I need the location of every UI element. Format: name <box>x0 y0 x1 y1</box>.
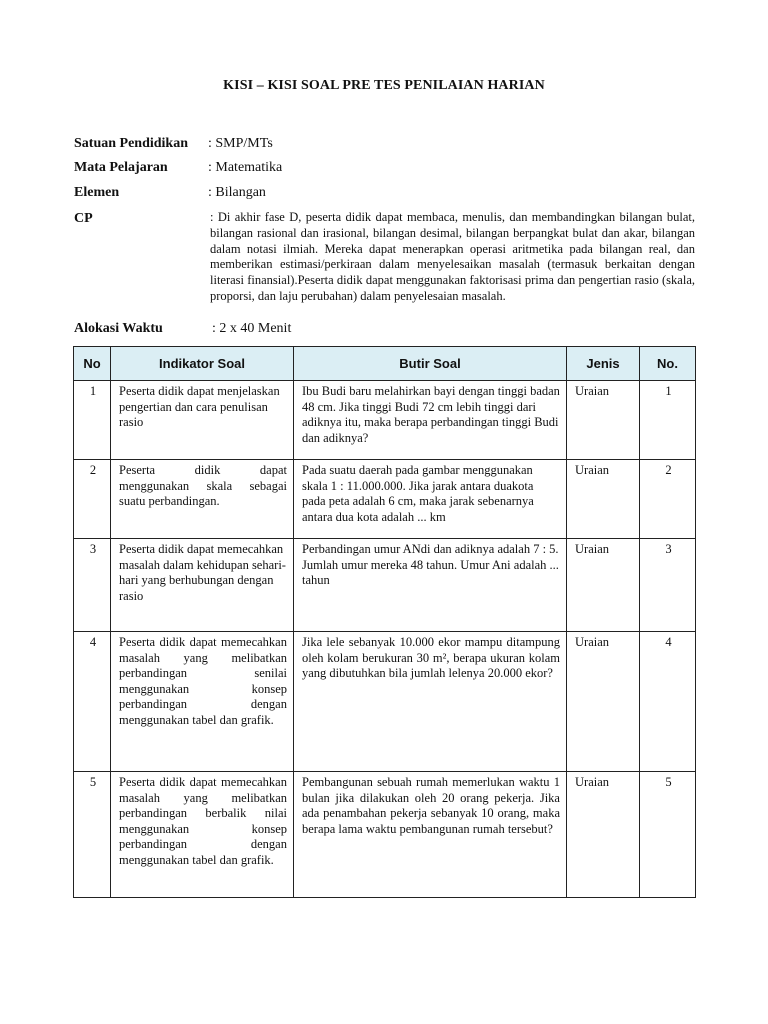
row-nomor: 4 <box>640 632 696 772</box>
alokasi-label: Alokasi Waktu <box>74 321 163 336</box>
row-nomor: 1 <box>640 381 696 460</box>
header-no: No <box>74 347 111 381</box>
row-butir: Perbandingan umur ANdi dan adiknya adalah 7 : 5. Jumlah umur mereka 48 tahun. Umur Ani adalah ... tahun <box>294 539 567 632</box>
satuan-label: Satuan Pendidikan <box>74 136 188 151</box>
row-jenis: Uraian <box>567 539 640 632</box>
table-row <box>74 381 696 460</box>
row-indikator: Peserta didik dapat memecahkan masalah dalam kehidupan sehari-hari yang berhubungan dengan rasio <box>111 539 294 632</box>
row-jenis: Uraian <box>567 381 640 460</box>
row-jenis: Uraian <box>567 632 640 772</box>
row-indikator: Peserta didik dapat memecahkan masalah yang melibatkan perbandingan senilai menggunakan konsep perbandingan dengan menggunakan tabel dan grafik. <box>111 632 294 772</box>
row-no: 5 <box>74 772 111 898</box>
row-butir: Pada suatu daerah pada gambar menggunakan skala 1 : 11.000.000. Jika jarak antara duakota pada peta adalah 6 cm, maka jarak sebenarnya antara dua kota adalah ... km <box>294 460 567 539</box>
row-nomor: 3 <box>640 539 696 632</box>
row-indikator: Peserta didik dapat menjelaskan pengertian dan cara penulisan rasio <box>111 381 294 460</box>
row-jenis: Uraian <box>567 460 640 539</box>
header-nomor: No. <box>640 347 696 381</box>
header-indikator: Indikator Soal <box>111 347 294 381</box>
cp-label: CP <box>74 211 93 226</box>
row-indikator: Peserta didik dapat menggunakan skala sebagai suatu perbandingan. <box>111 460 294 539</box>
row-jenis: Uraian <box>567 772 640 898</box>
row-nomor: 5 <box>640 772 696 898</box>
row-indikator: Peserta didik dapat memecahkan masalah yang melibatkan perbandingan berbalik nilai menggunakan konsep perbandingan dengan menggunakan tabel dan grafik. <box>111 772 294 898</box>
row-butir: Ibu Budi baru melahirkan bayi dengan tinggi badan 48 cm. Jika tinggi Budi 72 cm lebih tinggi dari adiknya itu, maka berapa perbandingan tinggi Budi dan adiknya? <box>294 381 567 460</box>
elemen-value: : Bilangan <box>208 185 266 200</box>
table-row <box>74 460 696 539</box>
header-jenis: Jenis <box>567 347 640 381</box>
table-row <box>74 539 696 632</box>
row-nomor: 2 <box>640 460 696 539</box>
alokasi-value: : 2 x 40 Menit <box>212 321 292 336</box>
kisi-table <box>73 346 696 898</box>
row-no: 1 <box>74 381 111 460</box>
row-no: 2 <box>74 460 111 539</box>
mapel-value: : Matematika <box>208 160 283 175</box>
document-title: KISI – KISI SOAL PRE TES PENILAIAN HARIAN <box>223 78 545 93</box>
elemen-label: Elemen <box>74 185 120 200</box>
row-no: 4 <box>74 632 111 772</box>
cp-value: : Di akhir fase D, peserta didik dapat membaca, menulis, dan membandingkan bilangan bulat, bilangan rasional dan irasional, bilangan desimal, bilangan berpangkat bulat dan akar, bilangan dalam notasi ilmiah. Mereka dapat menerapkan operasi aritmetika pada bilangan real, dan memberikan estimasi/perkiraan dalam menyelesaikan masalah (termasuk berkaitan dengan literasi finansial).Peserta didik dapat menggunakan faktorisasi prima dan pengertian rasio (skala, proporsi, dan laju perubahan) dalam penyelesaian masalah. <box>210 210 695 303</box>
mapel-label: Mata Pelajaran <box>74 160 168 175</box>
satuan-value: : SMP/MTs <box>208 136 273 151</box>
table-row <box>74 632 696 772</box>
table-row <box>74 772 696 898</box>
table-header-row <box>74 347 696 381</box>
row-butir: Jika lele sebanyak 10.000 ekor mampu ditampung oleh kolam berukuran 30 m², berapa ukuran kolam yang dibutuhkan bila jumlah lelenya 20.000 ekor? <box>294 632 567 772</box>
header-butir: Butir Soal <box>294 347 567 381</box>
row-no: 3 <box>74 539 111 632</box>
row-butir: Pembangunan sebuah rumah memerlukan waktu 1 bulan jika dilakukan oleh 20 orang pekerja. Jika ada penambahan pekerja sebanyak 10 orang, maka berapa lama waktu pembangunan rumah tersebut? <box>294 772 567 898</box>
